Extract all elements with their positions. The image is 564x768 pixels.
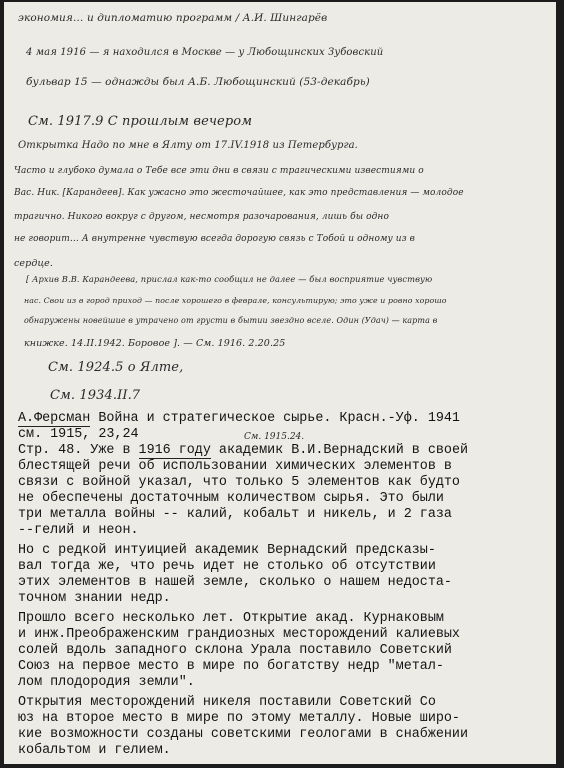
author-name: А.Ферсман xyxy=(18,411,91,426)
handwritten-line: 4 мая 1916 — я находился в Москве — у Любощинских Зубовский xyxy=(26,47,384,58)
typed-line: лом плодородия земли". xyxy=(18,675,195,690)
handwritten-line: бульвар 15 — однажды был А.Б. Любощинский (53-декабрь) xyxy=(26,76,370,88)
typed-line: этих элементов в нашей земле, сколько о нашем недоста- xyxy=(18,575,452,590)
typed-line: Но с редкой интуицией академик Вернадский предсказы- xyxy=(18,543,436,558)
handwritten-line: нас. Свои из в город приход — после хорошего в феврале, консультирую; это уже и ровно хорошо xyxy=(24,296,447,305)
typed-line: три металла войны -- калий, кобальт и никель, и 2 газа xyxy=(18,507,452,522)
typed-line: А.Ферсман Война и стратегическое сырье. Красн.-Уф. 1941 xyxy=(18,411,460,426)
typed-line: связи с войной указал, что только 5 элементов как будто xyxy=(18,475,460,490)
paragraph xyxy=(18,611,556,691)
handwritten-line: Открытка Надо по мне в Ялту от 17.IV.1918 из Петербурга. xyxy=(18,140,358,151)
handwritten-line: обнаружены новейшие в утрачено от грусти в бытии звездно вселе. Один (Удач) — карта в xyxy=(24,316,438,325)
paragraph xyxy=(18,695,556,759)
typed-line: Прошло всего несколько лет. Открытие акад. Курнаковым xyxy=(18,611,444,626)
typed-text xyxy=(18,411,556,759)
handwritten-line: См. 1917.9 С прошлым вечером xyxy=(28,114,253,129)
underlined-year: 1916 году xyxy=(138,443,211,458)
handwritten-line: не говорит… А внутренне чувствую всегда дорогую связь с Тобой и одному из в xyxy=(14,234,416,244)
paragraph xyxy=(18,459,556,539)
paragraph xyxy=(18,543,556,607)
typed-line: кобальтом и гелием. xyxy=(18,743,171,758)
handwritten-line: См. 1934.II.7 xyxy=(50,388,141,403)
typed-line: Союз на первое место в мире по богатству недр "метал- xyxy=(18,659,444,674)
handwritten-line: [ Архив В.В. Карандеева, прислал как-то сообщил не далее — был восприятие чувствую xyxy=(26,274,433,284)
typed-line: блестящей речи об использовании химических элементов в xyxy=(18,459,452,474)
archive-page xyxy=(4,2,556,764)
handwritten-line: Часто и глубоко думала о Тебе все эти дни в связи с трагическими известиями о xyxy=(14,166,424,176)
typed-line: см. 1915, 23,24 xyxy=(18,427,139,442)
typed-line: и инж.Преображенским грандиозных месторождений калиевых xyxy=(18,627,460,642)
typed-line: Открытия месторождений никеля поставили Советский Со xyxy=(18,695,436,710)
handwritten-line: книжке. 14.II.1942. Боровое ]. — См. 1916. 2.20.25 xyxy=(24,338,286,349)
handwritten-line: сердце. xyxy=(14,258,54,269)
typed-line: не обеспечены достаточным количеством сырья. Это были xyxy=(18,491,444,506)
handwritten-line: Вас. Ник. [Карандеев]. Как ужасно это жесточайшее, как это представления — молодое xyxy=(14,188,464,198)
handwritten-line: См. 1924.5 о Ялте, xyxy=(48,360,184,375)
typed-line: --гелий и неон. xyxy=(18,523,139,538)
typed-line: юз на второе место в мире по этому металлу. Новые широ- xyxy=(18,711,460,726)
typed-line: вал тогда же, что речь идет не столько об отсутствии xyxy=(18,559,436,574)
typed-line: точном знании недр. xyxy=(18,591,171,606)
typed-line: солей вдоль западного склона Урала поставило Советский xyxy=(18,643,452,658)
handwritten-line: экономия… и дипломатию программ / А.И. Шингарёв xyxy=(18,12,328,24)
typed-line: Стр. 48. Уже в 1916 году академик В.И.Вернадский в своей xyxy=(18,443,469,458)
margin-note: См. 1915.24. xyxy=(244,432,305,442)
typed-line: кие возможности созданы советскими геологами в снабжении xyxy=(18,727,468,742)
handwritten-line: трагично. Никого вокруг с другом, несмотря разочарования, лишь бы одно xyxy=(14,212,389,222)
